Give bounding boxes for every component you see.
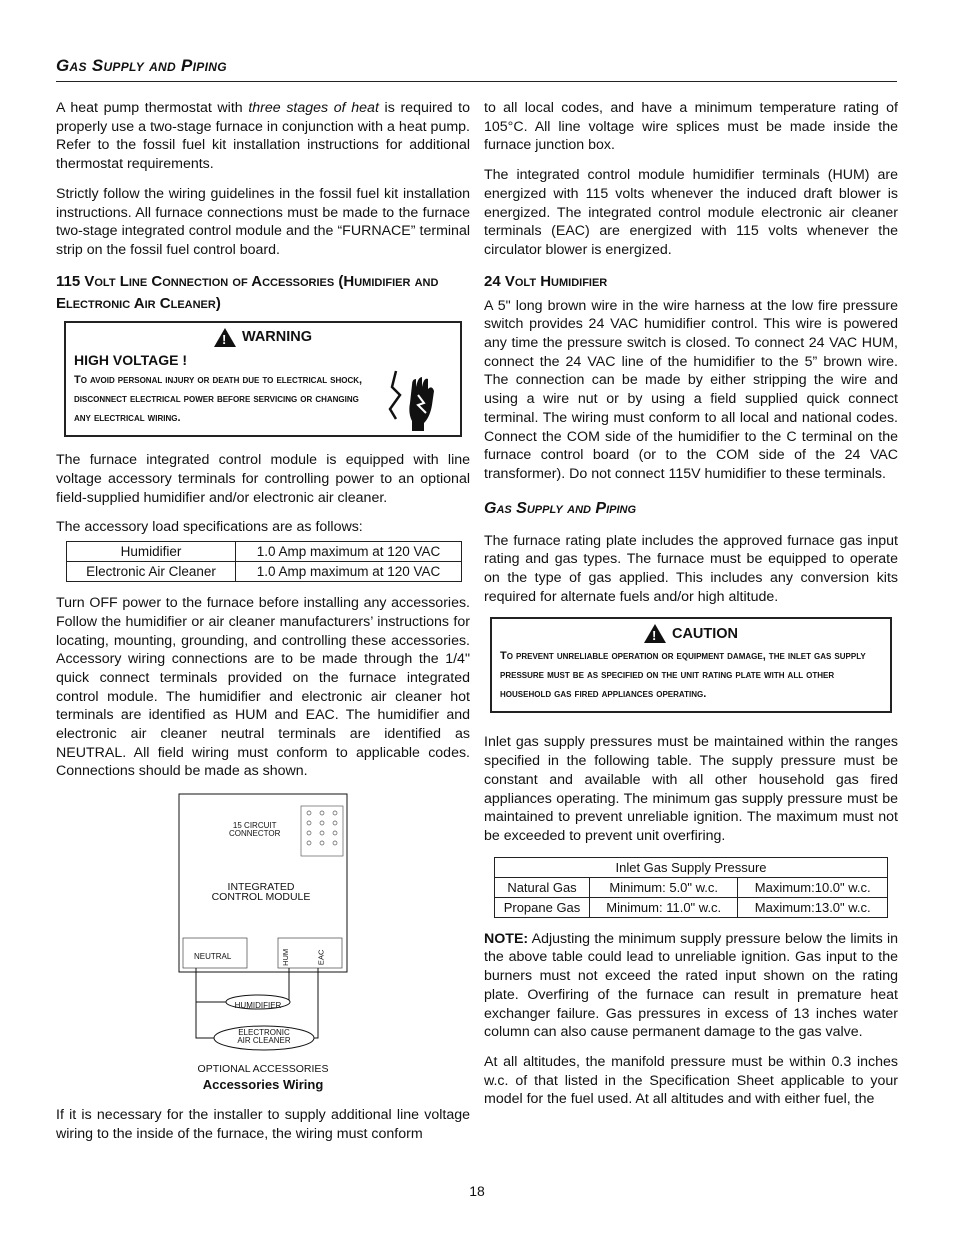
optional-accessories-label: OPTIONAL ACCESSORIES bbox=[197, 1063, 329, 1076]
hum-terminal: HUM bbox=[281, 948, 291, 967]
paragraph: The furnace rating plate includes the approved furnace gas input rating and gas types. The furnace must be equipped to operate on the type of gas applied. This includes any conversion kits required for alternate fuels and/or high altitude. bbox=[484, 532, 898, 605]
left-column bbox=[56, 99, 470, 1155]
eac-terminal: EAC bbox=[316, 949, 326, 966]
air-cleaner-label: ELECTRONIC AIR CLEANER bbox=[237, 1028, 291, 1046]
table-row: Inlet Gas Supply Pressure bbox=[495, 857, 888, 877]
note-paragraph: NOTE: Adjusting the minimum supply pressure below the limits in the above table could lead to unreliable ignition. Gas input to the burners must not exceed the rated input shown on the rating plate. Overfiring of the furnace can result in premature heat exchanger failure. Gas pressures in excess of 13 inches water column can also cause permanent damage to the gas valve. bbox=[484, 930, 898, 1041]
paragraph: The integrated control module humidifier terminals (HUM) are energized with 115 volts whenever the induced draft blower is energized. The integrated control module electronic air cleaner terminals (EAC) are energized with 115 volts whenever the circulator blower is energized. bbox=[484, 167, 898, 258]
section-heading-gas: Gas Supply and Piping bbox=[484, 499, 637, 517]
table-row: Electronic Air Cleaner 1.0 Amp maximum at 120 VAC bbox=[67, 562, 462, 582]
humidifier-label: HUMIDIFIER bbox=[234, 1001, 282, 1011]
table-row: Propane Gas Minimum: 11.0" w.c. Maximum:13.0" w.c. bbox=[495, 897, 888, 917]
paragraph: Turn OFF power to the furnace before installing any accessories. Follow the humidifier or air cleaner manufacturers’ instructions for locating, mounting, grounding, and controlling these accessories. Accessory wiring connections are to be made through the 1/4" quick connect terminals provided on the furnace integrated control module. The humidifier and electronic air cleaner hot terminals are identified as HUM and EAC. The humidifier and electronic air cleaner neutral terminals are identified as NEUTRAL. All field wiring must conform to applicable codes. Connections should be made as shown. bbox=[56, 595, 470, 780]
accessories-wiring-diagram bbox=[56, 792, 470, 1092]
section-heading-accessories: 115 Volt Line Connection of Accessories (Humidifier and Electronic Air Cleaner) bbox=[56, 272, 439, 312]
figure-caption: Accessories Wiring bbox=[202, 1077, 324, 1093]
module-label: INTEGRATED CONTROL MODULE bbox=[211, 881, 311, 904]
electric-shock-icon bbox=[382, 365, 444, 435]
warning-box bbox=[64, 321, 462, 438]
right-column bbox=[484, 99, 898, 1120]
warning-title: WARNING bbox=[241, 328, 313, 345]
warning-text: To avoid personal injury or death due to electrical shock, disconnect electrical power before servicing or changing any electrical wiring. bbox=[74, 374, 363, 425]
paragraph: The furnace integrated control module is equipped with line voltage accessory terminals for controlling power to an optional field-supplied humidifier and/or electronic air cleaner. bbox=[56, 452, 470, 506]
paragraph: to all local codes, and have a minimum temperature rating of 105°C. All line voltage wire splices must be made inside the furnace junction box. bbox=[484, 100, 898, 154]
caution-title: CAUTION bbox=[671, 625, 739, 642]
warning-subtitle: HIGH VOLTAGE ! bbox=[74, 351, 188, 368]
table-row: Humidifier 1.0 Amp maximum at 120 VAC bbox=[67, 542, 462, 562]
paragraph: A heat pump thermostat with three stages of heat is required to properly use a two-stage furnace in conjunction with a heat pump. Refer to the fossil fuel kit installation instructions for additional thermostat requirements. bbox=[56, 100, 470, 173]
paragraph: If it is necessary for the installer to supply additional line voltage wiring to the inside of the furnace, the wiring must conform bbox=[56, 1107, 470, 1142]
paragraph: At all altitudes, the manifold pressure must be within 0.3 inches w.c. of that listed in the Specification Sheet applicable to your model for the fuel used. At all altitudes and with either fuel, the bbox=[484, 1053, 898, 1108]
caution-box bbox=[490, 617, 892, 713]
neutral-terminal: NEUTRAL bbox=[194, 952, 232, 962]
caution-icon: ! bbox=[644, 624, 666, 643]
warning-icon: ! bbox=[214, 328, 236, 347]
paragraph: A 5" long brown wire in the wire harness at the low fire pressure switch provides 24 VAC humidifier control. This wire is powered any time the pressure switch is closed. To connect 24 VAC HUM, connect the 24 VAC line of the humidifier to the 5” brown wire. The connection can be made by either stripping the wire and using a wire nut or by using a field supplied quick connect terminal. The wiring must conform to all local and national codes. Connect the COM side of the humidifier to the C terminal on the furnace control board (or to the COM side of the 24 VAC transformer). Do not connect 115V humidifier to these terminals. bbox=[484, 297, 898, 482]
caution-text: To prevent unreliable operation or equipment damage, the inlet gas supply pressure must be as specified on the unit rating plate with all other household gas fired appliances operating. bbox=[500, 650, 866, 701]
gas-pressure-table bbox=[494, 857, 888, 918]
table-row: Natural Gas Minimum: 5.0" w.c. Maximum:10.0" w.c. bbox=[495, 877, 888, 897]
paragraph: The accessory load specifications are as follows: bbox=[56, 519, 363, 536]
page-header bbox=[56, 54, 897, 82]
page-number: 18 bbox=[469, 1183, 485, 1199]
paragraph: Strictly follow the wiring guidelines in the fossil fuel kit installation instructions. All furnace connections must be made to the furnace two-stage integrated control module and the “FURNACE” terminal strip on the fossil fuel control board. bbox=[56, 185, 470, 258]
paragraph: Inlet gas supply pressures must be maintained within the ranges specified in the following table. The supply pressure must be constant and available with all other household gas fired appliances operating. The minimum gas supply pressure must be maintained to prevent unreliable ignition. The maximum must not be exceeded to prevent unit overfiring. bbox=[484, 734, 898, 844]
section-heading-24v: 24 Volt Humidifier bbox=[484, 272, 608, 290]
load-spec-table bbox=[66, 541, 462, 582]
connector-label: 15 CIRCUIT CONNECTOR bbox=[229, 821, 281, 839]
page-title: Gas Supply and Piping bbox=[56, 56, 227, 75]
